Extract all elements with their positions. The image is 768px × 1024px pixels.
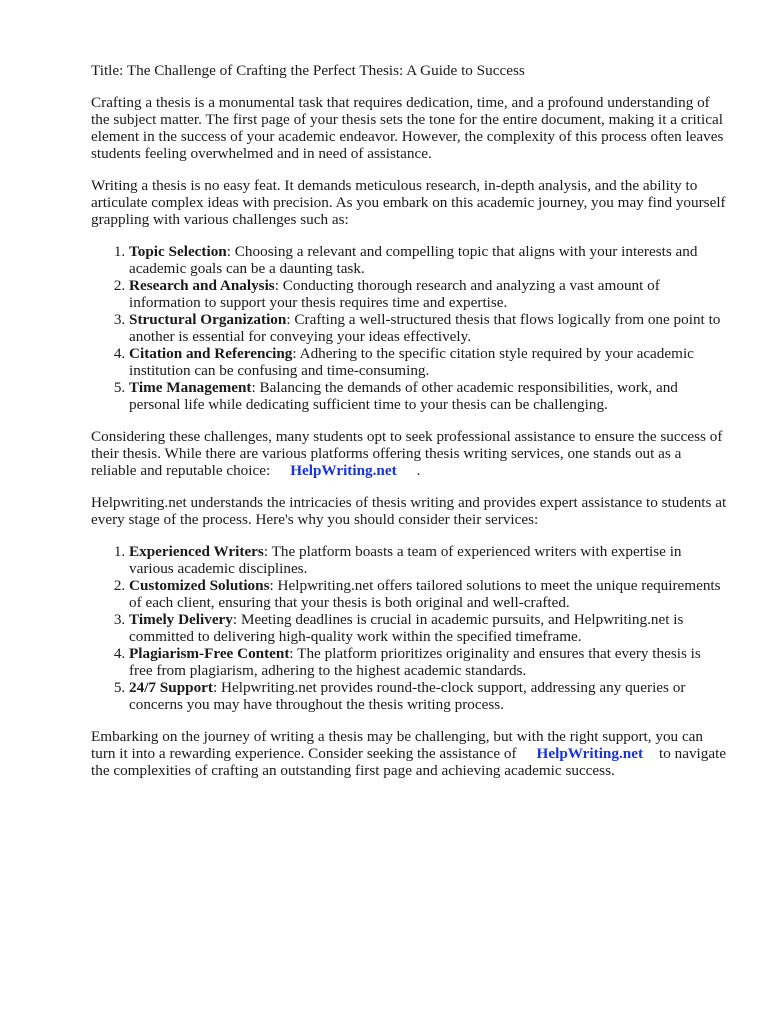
list-item-separator: : xyxy=(212,679,218,696)
services-list xyxy=(91,543,728,713)
considering-paragraph xyxy=(91,428,728,479)
considering-end: . xyxy=(416,462,421,479)
list-item xyxy=(129,611,728,645)
list-item-text: Helpwriting.net offers tailored solutions to meet the unique requirements of each client, ensuring that your thesis is both original and well-crafted. xyxy=(129,577,721,611)
closing-text: Embarking on the journey of writing a thesis may be challenging, but with the right support, you can turn it into a rewarding experience. Consider seeking the assistance of xyxy=(91,728,704,762)
list-item-text: Adhering to the specific citation style required by your academic institution can be confusing and time-consuming. xyxy=(129,345,694,379)
services-intro-paragraph: Helpwriting.net understands the intricacies of thesis writing and provides expert assistance to students at every stage of the process. Here's why you should consider their services: xyxy=(91,494,727,528)
list-item xyxy=(129,311,728,345)
list-item xyxy=(129,645,728,679)
list-item-text: Conducting thorough research and analyzing a vast amount of information to support your thesis requires time and expertise. xyxy=(129,277,660,311)
list-item-separator: : xyxy=(263,543,269,560)
list-item xyxy=(129,543,728,577)
list-item xyxy=(129,379,728,413)
closing-end: to navigate the complexities of crafting an outstanding first page and achieving academic success. xyxy=(91,745,727,779)
list-item xyxy=(129,277,728,311)
list-item xyxy=(129,679,728,713)
list-item-term: Topic Selection xyxy=(129,243,227,260)
list-item-term: Citation and Referencing xyxy=(129,345,293,362)
helpwriting-link[interactable]: HelpWriting.net xyxy=(536,745,644,762)
list-item-separator: : xyxy=(292,345,297,362)
list-item-text: The platform boasts a team of experienced writers with expertise in various academic disciplines. xyxy=(129,543,682,577)
list-item-term: Time Management xyxy=(129,379,252,396)
list-item-text: Balancing the demands of other academic responsibilities, work, and personal life while dedicating sufficient time to your thesis can be challenging. xyxy=(129,379,678,413)
helpwriting-link[interactable]: HelpWriting.net xyxy=(290,462,397,479)
intro-paragraph: Crafting a thesis is a monumental task that requires dedication, time, and a profound understanding of the subject matter. The first page of your thesis sets the tone for the entire document, making it a critical element in the success of your academic endeavor. However, the complexity of this process often leaves students feeling overwhelmed and in need of assistance. xyxy=(91,94,724,162)
challenges-list xyxy=(91,243,728,413)
list-item-term: Plagiarism-Free Content xyxy=(129,645,290,662)
list-item-text: The platform prioritizes originality and ensures that every thesis is free from plagiarism, adhering to the highest academic standards. xyxy=(129,645,701,679)
list-item-separator: : xyxy=(274,277,279,294)
considering-text: Considering these challenges, many students opt to seek professional assistance to ensure the success of their thesis. While there are various platforms offering thesis writing services, one stands out as a reliable and reputable choice: xyxy=(91,428,723,479)
list-item-term: 24/7 Support xyxy=(129,679,213,696)
list-item-text: Choosing a relevant and compelling topic that aligns with your interests and academic goals can be a daunting task. xyxy=(129,243,698,277)
list-item-separator: : xyxy=(269,577,274,594)
list-item-term: Research and Analysis xyxy=(129,277,275,294)
list-item-term: Structural Organization xyxy=(129,311,287,328)
list-item-term: Customized Solutions xyxy=(129,577,270,594)
list-item-separator: : xyxy=(289,645,294,662)
list-item xyxy=(129,345,728,379)
list-item-separator: : xyxy=(286,311,291,328)
list-item-term: Experienced Writers xyxy=(129,543,264,560)
list-item xyxy=(129,577,728,611)
list-item-separator: : xyxy=(251,379,256,396)
list-item xyxy=(129,243,728,277)
closing-paragraph xyxy=(91,728,728,779)
list-item-text: Helpwriting.net provides round-the-clock support, addressing any queries or concerns you may have throughout the thesis writing process. xyxy=(129,679,686,713)
list-item-separator: : xyxy=(232,611,238,628)
list-item-separator: : xyxy=(226,243,231,260)
document-title: Title: The Challenge of Crafting the Perfect Thesis: A Guide to Success xyxy=(91,62,525,79)
list-item-text: Crafting a well-structured thesis that flows logically from one point to another is essential for conveying your ideas effectively. xyxy=(129,311,721,345)
list-item-term: Timely Delivery xyxy=(129,611,233,628)
challenges-intro-paragraph: Writing a thesis is no easy feat. It demands meticulous research, in-depth analysis, and the ability to articulate complex ideas with precision. As you embark on this academic journey, you may find yourself grappling with various challenges such as: xyxy=(91,177,726,228)
list-item-text: Meeting deadlines is crucial in academic pursuits, and Helpwriting.net is committed to delivering high-quality work within the specified timeframe. xyxy=(129,611,684,645)
